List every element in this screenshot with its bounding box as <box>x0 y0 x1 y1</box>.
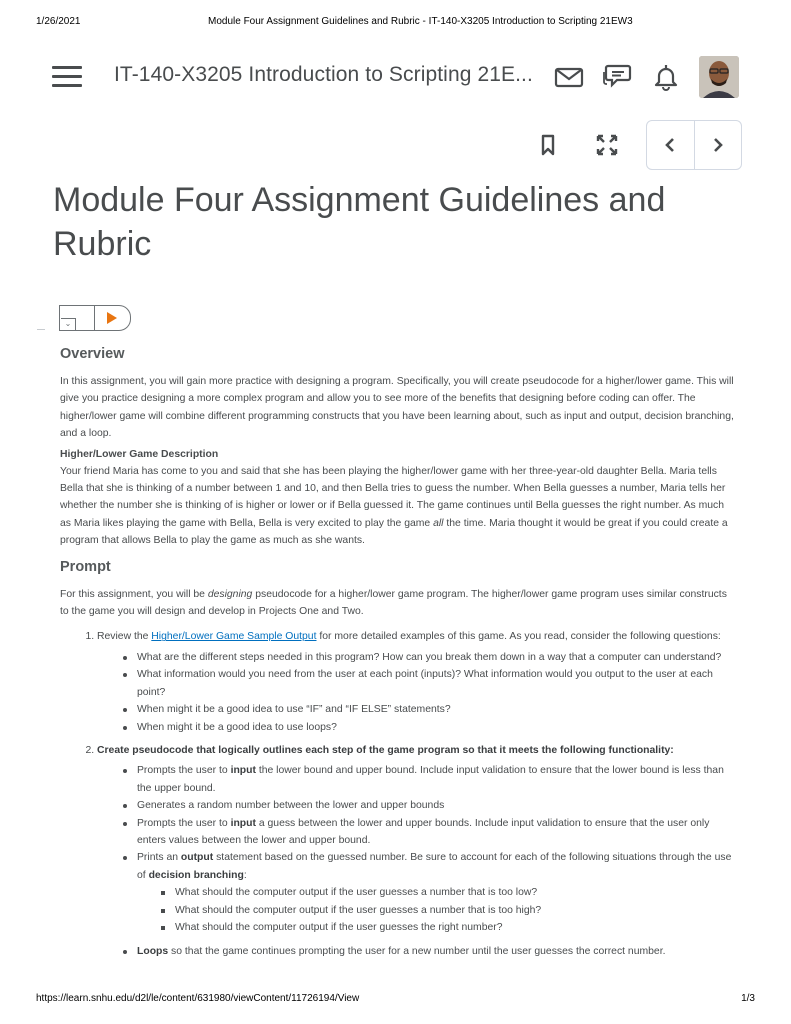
chevron-left-icon[interactable] <box>647 121 694 169</box>
list-item: Prompts the user to input a guess between the lower and upper bounds. Include input validation to ensure that the user only enters values between the lower and upper bound. <box>137 815 735 850</box>
prompt-steps <box>59 628 735 960</box>
print-page-number: 1/3 <box>741 993 755 1004</box>
list-item: Loops so that the game continues prompting the user for a new number until the user guesses the correct number. <box>137 943 735 960</box>
print-footer <box>36 993 755 1007</box>
list-item: Prints an output statement based on the guessed number. Be sure to account for each of the following situations through the use of decision branching: What should the computer output if the user guesses a number that is too low? What should the computer output if the user guesses a number that is too high? What should the computer output if the user guesses the right number? <box>137 849 735 936</box>
audio-menu[interactable] <box>60 306 95 330</box>
audio-player <box>59 305 131 331</box>
chevron-down-icon[interactable]: ⌄ <box>61 318 76 330</box>
overview-paragraph: In this assignment, you will gain more practice with designing a program. Specifically, you will create pseudocode for a higher/lower game. This will give you practice designing a more complex program and allow you to see more of the benefits that designing before coding can offer. The higher/lower game will combine different programming constructs that you have been learning about, such as input and output, decision branching, and a loop. <box>60 376 734 440</box>
game-description-heading: Higher/Lower Game Description <box>60 448 219 460</box>
content-toolbar <box>0 120 791 172</box>
list-item: 2. Create pseudocode that logically outlines each step of the game program so that it meets the following functionality: Prompts the user to input the lower bound and upper bound. Include input validation to ensure that the lower bound is less than the upper bound. Generates a random number between the lower and upper bounds Prompts the user to input a guess between the lower and upper bounds. Include input validation to ensure that the user only enters values between the lower and upper bound. Prints an output statement based on the guessed number. Be sure to account for each of the following situations through the use of decision branching: What should the computer output if the user guesses a number that is too low? What should the computer output if the user guesses a number that is too high? What should the computer output if the user guesses the right number? Loops so that the game continues prompting the user for a new number until the user guesses the correct number. <box>97 742 735 961</box>
page-title: Module Four Assignment Guidelines and Rubric <box>53 181 666 263</box>
prompt-intro: For this assignment, you will be designing pseudocode for a higher/lower game program. The higher/lower game program uses similar constructs to the game you will design and develop in Projects One and Two. <box>60 588 727 618</box>
list-item: What should the computer output if the user guesses a number that is too high? <box>175 902 735 919</box>
print-url: https://learn.snhu.edu/d2l/le/content/631980/viewContent/11726194/View <box>36 993 360 1004</box>
list-item: What are the different steps needed in this program? How can you break them down in a way that a computer can understand? <box>137 649 735 666</box>
chevron-right-icon[interactable] <box>694 121 742 169</box>
print-date: 1/26/2021 <box>36 16 81 27</box>
list-item: What should the computer output if the user guesses the right number? <box>175 919 735 936</box>
prompt-heading: Prompt <box>60 558 111 575</box>
sample-output-link[interactable]: Higher/Lower Game Sample Output <box>151 631 317 643</box>
mail-icon[interactable] <box>553 62 585 92</box>
print-header <box>36 16 755 30</box>
play-icon[interactable] <box>106 311 118 325</box>
list-item: Prompts the user to input the lower bound and upper bound. Include input validation to ensure that the lower bound is less than the upper bound. <box>137 762 735 797</box>
list-item: What information would you need from the user at each point (inputs)? What information would you output to the user at each point? <box>137 666 735 701</box>
course-title[interactable]: IT-140-X3205 Introduction to Scripting 21E... <box>114 63 533 86</box>
navbar <box>0 52 791 102</box>
chat-icon[interactable] <box>601 62 633 92</box>
avatar[interactable] <box>699 56 739 98</box>
overview-heading: Overview <box>60 346 125 362</box>
menu-icon[interactable] <box>52 66 82 88</box>
divider <box>37 329 45 330</box>
print-page-title: Module Four Assignment Guidelines and Rubric - IT-140-X3205 Introduction to Scripting 21EW3 <box>208 16 633 27</box>
list-item: What should the computer output if the user guesses a number that is too low? <box>175 884 735 901</box>
game-description-paragraph: Your friend Maria has come to you and said that she has been playing the higher/lower game with her three-year-old daughter Bella. Maria tells Bella that she is thinking of a number between 1 and 10, and then Bella tries to guess the number. When Bella guesses a number, Maria tells her whether the number she is thinking of is higher or lower or if Bella guessed it. The game continues until Bella guesses the right number. As much as Maria likes playing the game with Bella, Bella is very excited to play the game all the time. Maria thought it would be great if you could create a program that allows Bella to play the game as much as she wants. <box>60 465 728 547</box>
list-item: When might it be a good idea to use “IF” and “IF ELSE” statements? <box>137 701 735 718</box>
list-item: When might it be a good idea to use loops? <box>137 719 735 736</box>
list-item: 1. Review the Higher/Lower Game Sample Output for more detailed examples of this game. As you read, consider the following questions: What are the different steps needed in this program? How can you break them down in a way that a computer can understand? What information would you need from the user at each point (inputs)? What information would you output to the user at each point? When might it be a good idea to use “IF” and “IF ELSE” statements? When might it be a good idea to use loops? <box>97 628 735 735</box>
assignment-content <box>59 340 735 963</box>
topic-pager <box>646 120 742 170</box>
fullscreen-icon[interactable] <box>595 133 619 157</box>
bookmark-icon[interactable] <box>536 133 560 157</box>
bell-icon[interactable] <box>650 62 682 92</box>
list-item: Generates a random number between the lower and upper bounds <box>137 797 735 814</box>
